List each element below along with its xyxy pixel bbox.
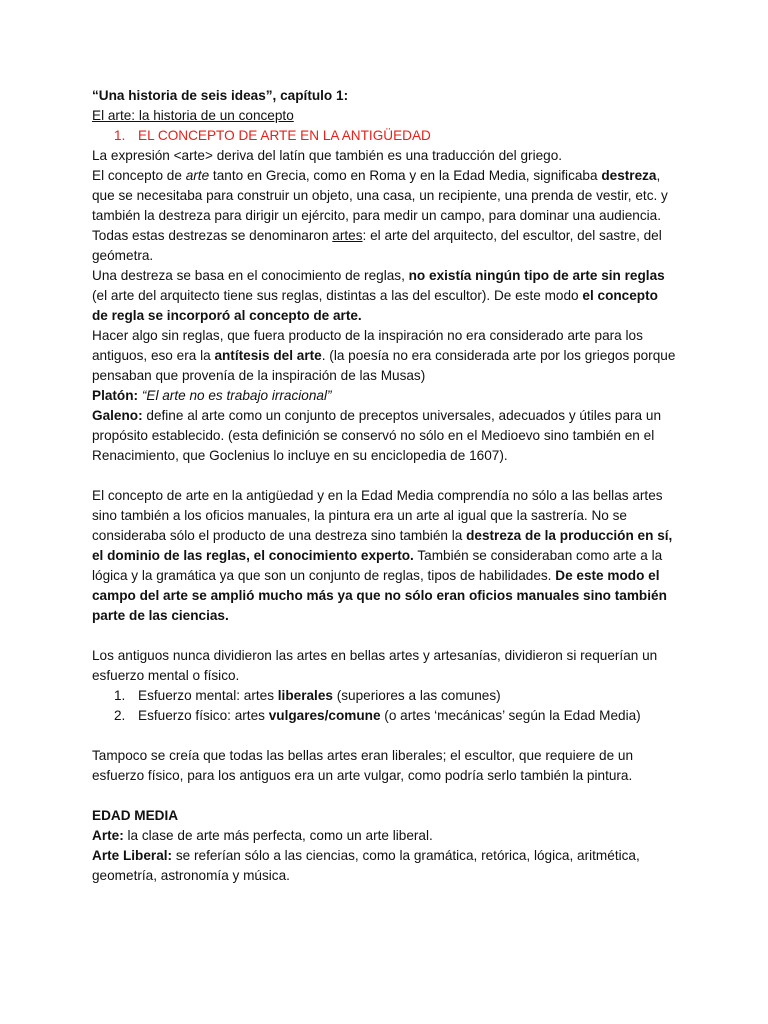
document-subtitle: El arte: la historia de un concepto — [92, 108, 294, 123]
list-item: 2. Esfuerzo físico: artes vulgares/comune (o artes ‘mecánicas’ según la Edad Media) — [114, 708, 641, 723]
paragraph-antiguedad-edad-media: El concepto de arte en la antigüedad y en la Edad Media comprendía no sólo a las bellas artes sino también a los oficios manuales, la pintura era un arte al igual que la sastrería. No se consideraba sólo el producto de una destreza sino también la destreza de la producción en sí, el dominio de las reglas, el conocimiento experto. También se consideraban como arte a la lógica y la gramática ya que son un conjunto de reglas, tipos de habilidades. De este modo el campo del arte se amplió mucho más ya que no sólo eran oficios manuales sino también parte de las ciencias. — [92, 488, 673, 623]
paragraph-arte-liberal: Arte Liberal: se referían sólo a las ciencias, como la gramática, retórica, lógica, aritmética, geometría, astronomía y música. — [92, 848, 640, 883]
paragraph-platon: Platón: “El arte no es trabajo irracional” — [92, 388, 332, 403]
section-heading-antiguedad: 1. EL CONCEPTO DE ARTE EN LA ANTIGÜEDAD — [114, 128, 431, 143]
paragraph-reglas: Una destreza se basa en el conocimiento de reglas, no existía ningún tipo de arte sin reglas (el arte del arquitecto tiene sus reglas, distintas a las del escultor). De este modo el concepto de regla se incorporó al concepto de arte. — [92, 268, 665, 323]
paragraph-bellas-artes: Tampoco se creía que todas las bellas artes eran liberales; el escultor, que requiere de un esfuerzo físico, para los antiguos era un arte vulgar, como podría serlo también la pintura. — [92, 748, 634, 783]
paragraph-arte: Arte: la clase de arte más perfecta, como un arte liberal. — [92, 828, 433, 843]
paragraph-concepto: El concepto de arte tanto en Grecia, como en Roma y en la Edad Media, significaba destreza, que se necesitaba para construir un objeto, una casa, un recipiente, una prenda de vestir, etc. y también la destreza para dirigir un ejército, para medir un campo, para dominar una audiencia. Todas estas destrezas se denominaron artes: el arte del arquitecto, del escultor, del sastre, del geómetra. — [92, 168, 668, 263]
document-title: “Una historia de seis ideas”, capítulo 1: — [92, 88, 349, 103]
paragraph-origen: La expresión <arte> deriva del latín que también es una traducción del griego. — [92, 148, 563, 163]
paragraph-inspiracion: Hacer algo sin reglas, que fuera producto de la inspiración no era considerado arte para los antiguos, eso era la antítesis del arte. (la poesía no era considerada arte por los griegos porque pensaban que provenía de la inspiración de las Musas) — [92, 328, 676, 383]
section-heading-edad-media: EDAD MEDIA — [92, 808, 179, 823]
paragraph-galeno: Galeno: define al arte como un conjunto de preceptos universales, adecuados y útiles para un propósito establecido. (esta definición se conservó no sólo en el Medioevo sino también en el Renacimiento, que Goclenius lo incluye en su enciclopedia de 1607). — [92, 408, 662, 463]
list-item: 1. Esfuerzo mental: artes liberales (superiores a las comunes) — [114, 688, 501, 703]
paragraph-division-artes: Los antiguos nunca dividieron las artes en bellas artes y artesanías, dividieron si requerían un esfuerzo mental o físico. — [92, 648, 658, 683]
